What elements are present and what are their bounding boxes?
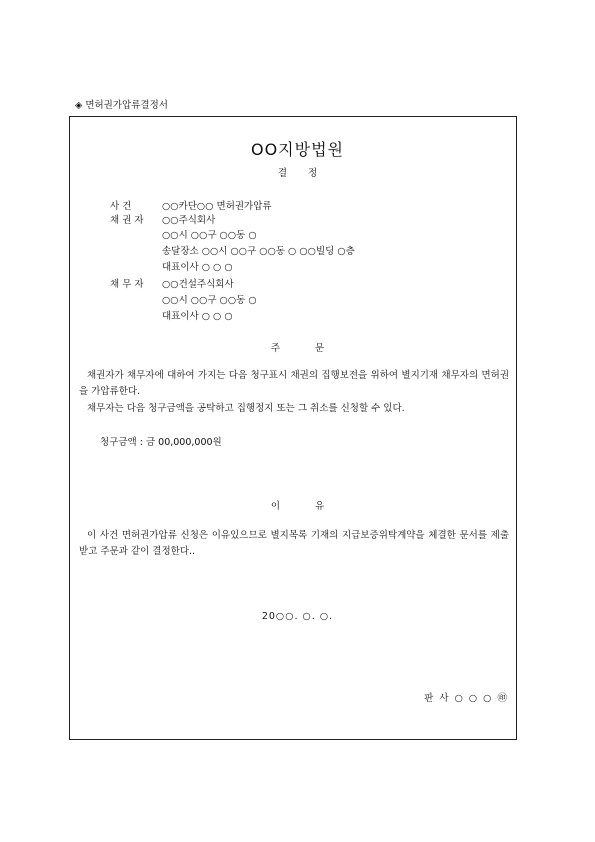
reason-paragraph: 이 사건 면허권가압류 신청은 이유있으므로 별지목록 기재의 지급보증위탁계약을 체결한 문서를 제출받고 주문과 같이 결정한다..	[79, 530, 509, 557]
order-paragraph-2: 채무자는 다음 청구금액을 공탁하고 집행정지 또는 그 취소를 신청할 수 있다.	[87, 403, 405, 414]
debtor-address: ○○시 ○○구 ○○동 ○	[162, 295, 257, 306]
order-heading: 주 문	[270, 343, 325, 354]
debtor-label: 채 무 자	[110, 279, 144, 290]
reason-heading: 이 유	[270, 501, 325, 512]
creditor-address: ○○시 ○○구 ○○동 ○	[162, 230, 257, 241]
debtor-name: ○○건설주식회사	[162, 279, 234, 290]
claim-amount: 청구금액 : 금 00,000,000원	[100, 437, 222, 448]
creditor-name: ○○주식회사	[162, 215, 216, 226]
decision-date: 20○○. ○. ○.	[261, 611, 334, 622]
court-name: OO지방법원	[250, 140, 344, 159]
order-paragraph-1: 채권자가 채무자에 대하여 가지는 다음 청구표시 채권의 집행보전을 위하여 별지기재 채무자의 면허권을 가압류한다.	[79, 370, 509, 397]
creditor-representative: 대표이사 ○ ○ ○	[162, 262, 233, 273]
case-value: ○○카단○○ 면허권가압류	[162, 201, 272, 212]
document-caption: ◈ 면허권가압류결정서	[75, 100, 168, 111]
document-type: 결 정	[277, 168, 318, 179]
debtor-representative: 대표이사 ○ ○ ○	[162, 311, 233, 322]
case-label: 사 건	[110, 201, 132, 212]
creditor-delivery-address: 송달장소 ○○시 ○○구 ○○동 ○ ○○빌딩 ○층	[162, 246, 355, 257]
judge-signature: 판 사 ○ ○ ○ ㊞	[424, 693, 507, 704]
creditor-label: 채 권 자	[110, 215, 144, 226]
